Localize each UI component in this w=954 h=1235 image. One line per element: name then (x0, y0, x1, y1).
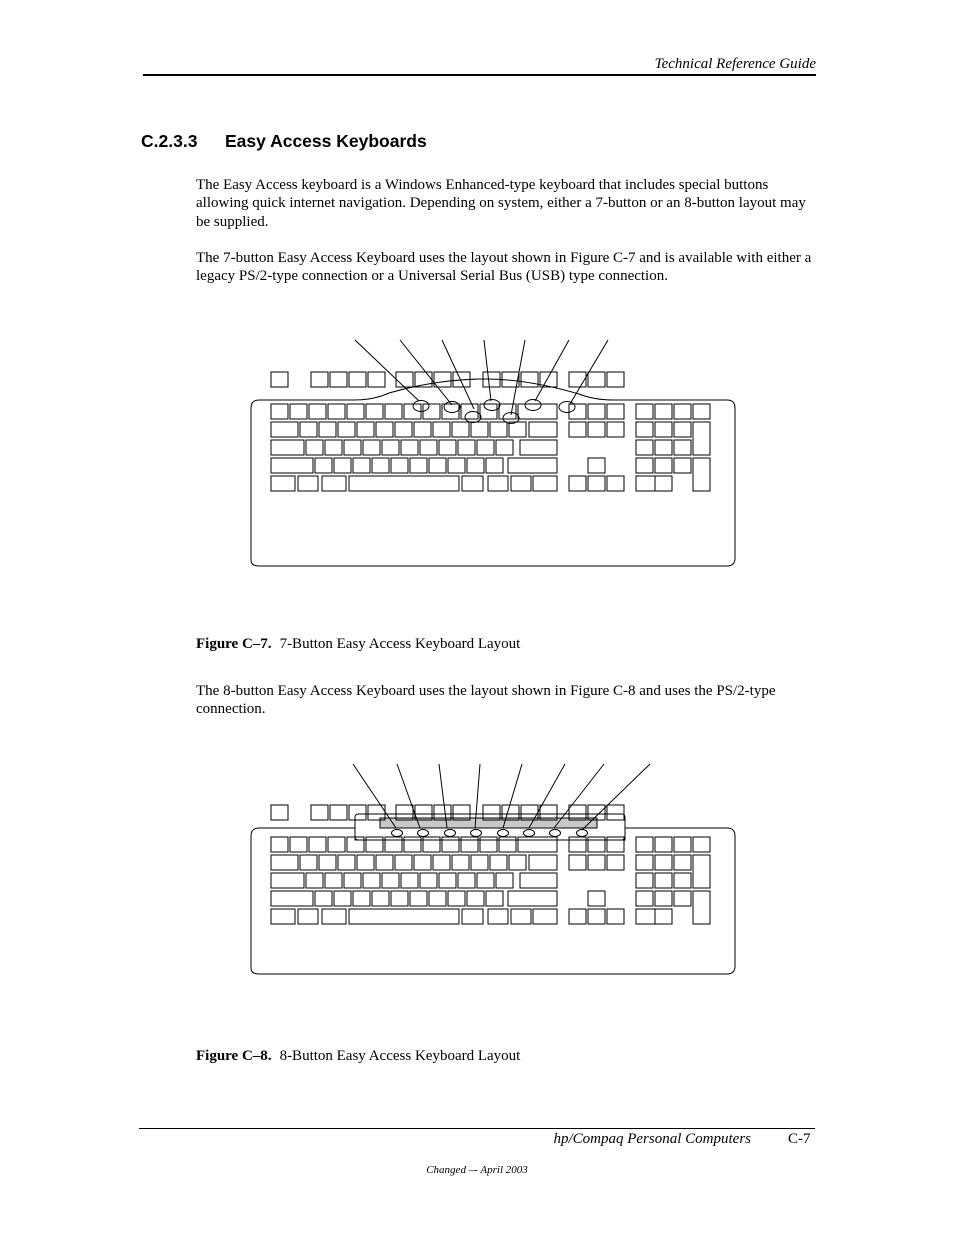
keyboard-key (693, 458, 710, 491)
keyboard-key (385, 404, 402, 419)
section-title: Easy Access Keyboards (225, 131, 427, 151)
keyboard-key (429, 891, 446, 906)
keyboard-key (480, 404, 497, 419)
keyboard-key (349, 372, 366, 387)
keyboard-key (322, 476, 346, 491)
figure-c7-keyboard (249, 338, 739, 568)
keyboard-key (396, 372, 413, 387)
page-number: C-7 (788, 1131, 811, 1147)
keyboard-key (533, 476, 557, 491)
keyboard-key (529, 422, 557, 437)
easy-access-button (559, 402, 575, 413)
keyboard-key (461, 837, 478, 852)
keyboard-key (385, 837, 402, 852)
keyboard-key (674, 422, 691, 437)
keyboard-key (271, 476, 295, 491)
section-heading (141, 131, 427, 152)
keyboard-key (344, 873, 361, 888)
keyboard-key (486, 458, 503, 473)
keyboard-key (636, 873, 653, 888)
keyboard-key (298, 909, 318, 924)
keyboard-outline (251, 379, 735, 566)
keyboard-key (300, 855, 317, 870)
keyboard-key (521, 372, 538, 387)
keyboard-key (674, 440, 691, 455)
keyboard-key (655, 476, 672, 491)
keyboard-key (588, 404, 605, 419)
keyboard-key (636, 440, 653, 455)
easy-access-button (418, 830, 429, 837)
figure-c7-caption (196, 636, 520, 653)
keyboard-key (636, 458, 653, 473)
keyboard-key (588, 909, 605, 924)
keyboard-key (330, 372, 347, 387)
easy-access-button (465, 412, 481, 423)
keyboard-key (271, 372, 288, 387)
keyboard-key (322, 909, 346, 924)
running-header: Technical Reference Guide (654, 56, 816, 72)
keyboard-key (349, 805, 366, 820)
keyboard-key (363, 440, 380, 455)
keyboard-key (458, 440, 475, 455)
keyboard-key (423, 404, 440, 419)
keyboard-key (490, 422, 507, 437)
keyboard-key (458, 873, 475, 888)
keyboard-key (636, 404, 653, 419)
keyboard-key (636, 855, 653, 870)
keyboard-key (420, 440, 437, 455)
keyboard-key (588, 837, 605, 852)
keyboard-key (588, 891, 605, 906)
keyboard-key (499, 404, 516, 419)
keyboard-key (271, 909, 295, 924)
keyboard-key (334, 891, 351, 906)
keyboard-key (372, 891, 389, 906)
keyboard-key (410, 458, 427, 473)
keyboard-key (452, 422, 469, 437)
keyboard-key (420, 873, 437, 888)
keyboard-key (319, 422, 336, 437)
keyboard-key (636, 909, 672, 924)
figure-label: Figure C–7. (196, 636, 272, 652)
keyboard-key (271, 873, 304, 888)
keyboard-key (338, 422, 355, 437)
keyboard-key (607, 476, 624, 491)
keyboard-key (636, 837, 653, 852)
keyboard-key (655, 891, 672, 906)
keyboard-key (414, 855, 431, 870)
paragraph-seven-button: The 7-button Easy Access Keyboard uses the layout shown in Figure C-7 and is available with either a legacy PS/2-type connection or a Universal Serial Bus (USB) type connection. (196, 250, 812, 285)
figure-c8-keyboard (249, 762, 739, 978)
figure-c8-caption (196, 1048, 520, 1065)
easy-access-button (445, 830, 456, 837)
keyboard-key (290, 404, 307, 419)
keyboard-key (569, 837, 586, 852)
keyboard-key (533, 909, 557, 924)
keyboard-key (467, 891, 484, 906)
keyboard-key (569, 855, 586, 870)
keyboard-key (467, 458, 484, 473)
keyboard-key (357, 855, 374, 870)
keyboard-key (311, 805, 328, 820)
keyboard-key (693, 404, 710, 419)
keyboard-key (338, 855, 355, 870)
easy-access-button (550, 830, 561, 837)
keyboard-key (607, 805, 624, 820)
easy-access-button (392, 830, 403, 837)
keyboard-key (349, 476, 459, 491)
keyboard-key (319, 855, 336, 870)
keyboard-key (508, 458, 557, 473)
keyboard-key (353, 458, 370, 473)
keyboard-key (423, 837, 440, 852)
keyboard-key (391, 458, 408, 473)
keyboard-key (607, 837, 624, 852)
keyboard-key (448, 891, 465, 906)
keyboard-key (410, 891, 427, 906)
keyboard-key (372, 458, 389, 473)
keyboard-key (693, 422, 710, 455)
keyboard-key (569, 909, 586, 924)
keyboard-key (674, 873, 691, 888)
keyboard-key (349, 909, 459, 924)
keyboard-key (488, 909, 508, 924)
keyboard-key (509, 855, 526, 870)
keyboard-key (309, 404, 326, 419)
keyboard-key (271, 837, 288, 852)
keyboard-key (328, 837, 345, 852)
keyboard-key (588, 855, 605, 870)
keyboard-key (588, 372, 605, 387)
easy-access-button (524, 830, 535, 837)
keyboard-key (588, 422, 605, 437)
keyboard-key (452, 855, 469, 870)
keyboard-key (311, 372, 328, 387)
keyboard-key (655, 873, 672, 888)
keyboard-key (325, 440, 342, 455)
section-number: C.2.3.3 (141, 131, 198, 151)
keyboard-key (607, 909, 624, 924)
keyboard-key (529, 855, 557, 870)
keyboard-key (569, 422, 586, 437)
keyboard-key (607, 855, 624, 870)
keyboard-key (271, 440, 304, 455)
keyboard-key (693, 891, 710, 924)
keyboard-key (271, 891, 313, 906)
keyboard-key (325, 873, 342, 888)
keyboard-key (395, 422, 412, 437)
keyboard-key (357, 422, 374, 437)
keyboard-key (520, 873, 557, 888)
keyboard-key (401, 873, 418, 888)
keyboard-key (328, 404, 345, 419)
keyboard-key (439, 873, 456, 888)
keyboard-key (442, 837, 459, 852)
keyboard-key (518, 837, 557, 852)
keyboard-key (588, 458, 605, 473)
keyboard-key (488, 476, 508, 491)
keyboard-key (306, 440, 323, 455)
figure-label: Figure C–8. (196, 1048, 272, 1064)
keyboard-key (471, 422, 488, 437)
figure-caption-text: 8-Button Easy Access Keyboard Layout (279, 1048, 521, 1064)
keyboard-key (439, 440, 456, 455)
keyboard-key (569, 476, 586, 491)
keyboard-key (674, 837, 691, 852)
keyboard-key (674, 404, 691, 419)
easy-access-button (484, 400, 500, 411)
keyboard-key (315, 458, 332, 473)
keyboard-key (655, 855, 672, 870)
keyboard-key (477, 440, 494, 455)
keyboard-key (636, 476, 672, 491)
easy-access-button (498, 830, 509, 837)
keyboard-key (569, 372, 586, 387)
keyboard-key (347, 404, 364, 419)
keyboard-key (655, 909, 672, 924)
header-rule (143, 74, 816, 76)
keyboard-key (471, 855, 488, 870)
keyboard-outline (251, 828, 735, 974)
keyboard-key (607, 404, 624, 419)
figure-caption-text: 7-Button Easy Access Keyboard Layout (279, 636, 521, 652)
keyboard-key (366, 837, 383, 852)
keyboard-key (391, 891, 408, 906)
footer-rule (139, 1128, 815, 1129)
paragraph-eight-button: The 8-button Easy Access Keyboard uses the layout shown in Figure C-8 and uses the PS/2-type connection. (196, 683, 776, 718)
keyboard-key (655, 440, 672, 455)
keyboard-key (433, 855, 450, 870)
keyboard-key (429, 458, 446, 473)
keyboard-key (382, 873, 399, 888)
keyboard-key (499, 837, 516, 852)
keyboard-key (353, 891, 370, 906)
keyboard-key (607, 372, 624, 387)
easy-access-button (444, 402, 460, 413)
keyboard-key (520, 440, 557, 455)
keyboard-key (508, 891, 557, 906)
keyboard-key (271, 422, 298, 437)
keyboard-key (486, 891, 503, 906)
footer-title: hp/Compaq Personal Computers (553, 1131, 751, 1147)
paragraph-intro: The Easy Access keyboard is a Windows Enhanced-type keyboard that includes special buttons allowing quick internet navigation. Depending on system, either a 7-button or an 8-button layout may be supplied. (196, 177, 806, 230)
keyboard-key (376, 422, 393, 437)
keyboard-key (368, 372, 385, 387)
keyboard-key (588, 476, 605, 491)
keyboard-key (636, 891, 653, 906)
easy-access-button (525, 400, 541, 411)
keyboard-key (434, 372, 451, 387)
keyboard-key (462, 909, 483, 924)
keyboard-key (363, 873, 380, 888)
keyboard-key (401, 440, 418, 455)
keyboard-key (496, 873, 513, 888)
keyboard-key (693, 837, 710, 852)
keyboard-key (414, 422, 431, 437)
keyboard-key (655, 458, 672, 473)
keyboard-key (309, 837, 326, 852)
keyboard-key (518, 404, 557, 419)
keyboard-key (655, 404, 672, 419)
keyboard-key (674, 458, 691, 473)
keyboard-key (655, 837, 672, 852)
keyboard-key (344, 440, 361, 455)
keyboard-key (655, 422, 672, 437)
keyboard-key (330, 805, 347, 820)
keyboard-key (271, 458, 313, 473)
keyboard-key (271, 805, 288, 820)
keyboard-key (496, 440, 513, 455)
keyboard-key (306, 873, 323, 888)
keyboard-key (674, 855, 691, 870)
keyboard-key (395, 855, 412, 870)
keyboard-key (674, 891, 691, 906)
keyboard-key (315, 891, 332, 906)
keyboard-key (693, 855, 710, 888)
keyboard-key (490, 855, 507, 870)
keyboard-key (290, 837, 307, 852)
keyboard-key (448, 458, 465, 473)
keyboard-key (509, 422, 526, 437)
keyboard-key (636, 422, 653, 437)
keyboard-key (433, 422, 450, 437)
keyboard-key (334, 458, 351, 473)
easy-access-button (471, 830, 482, 837)
keyboard-key (477, 873, 494, 888)
keyboard-key (271, 855, 298, 870)
keyboard-key (271, 404, 288, 419)
keyboard-key (511, 909, 531, 924)
keyboard-key (480, 837, 497, 852)
keyboard-key (382, 440, 399, 455)
revision-note: Changed –- April 2003 (426, 1164, 528, 1176)
keyboard-key (300, 422, 317, 437)
keyboard-key (511, 476, 531, 491)
keyboard-key (462, 476, 483, 491)
easy-access-button (577, 830, 588, 837)
keyboard-key (298, 476, 318, 491)
keyboard-key (404, 837, 421, 852)
keyboard-key (366, 404, 383, 419)
keyboard-key (607, 422, 624, 437)
keyboard-key (376, 855, 393, 870)
